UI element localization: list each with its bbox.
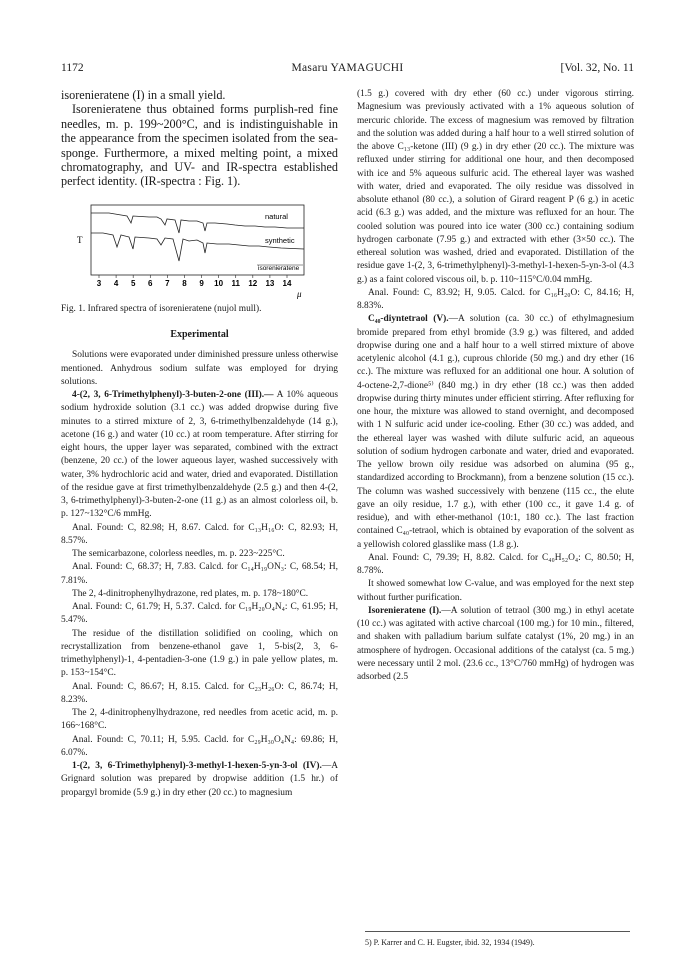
analysis-1: Anal. Found: C, 82.98; H, 8.67. Calcd. for C₁₃H₁₆O: C, 82.93; H, 8.57%. <box>61 522 338 546</box>
analysis-5: Anal. Found: C, 70.11; H, 5.95. Cacld. for C₂₉H₃₀O₄N₄: 69.86; H, 6.07%. <box>61 734 338 758</box>
experimental-heading: Experimental <box>170 329 229 341</box>
x-tick-label: 13 <box>265 278 275 288</box>
y-axis-label: T <box>77 234 83 245</box>
analysis-6: Anal. Found: C, 83.92; H, 9.05. Calcd. for C₁₆H₂₀O: C, 84.16; H, 8.83%. <box>357 287 634 311</box>
compound-iii-heading: 4-(2, 3, 6-Trimethylphenyl)-3-buten-2-one (III).— <box>72 390 274 401</box>
dnp-needles-text: The 2, 4-dinitrophenylhydrazone, red needles from acetic acid, m. p. 166~168°C. <box>61 708 338 732</box>
left-column <box>61 88 338 800</box>
compound-v-text: —A solution (ca. 30 cc.) of ethylmagnesium bromide prepared from ethyl bromide (3.9 g.) was filtered, and added dropwise during one and a half hour to a well stirred mixture of above acetylenic alcohol (4.1 g.), cuprous chloride (50 mg.) and dry ether (16 cc.). The mixture was refluxed for an additional one hour. A solution of 4-octene-2,7-dione⁵⁾ (840 mg.) in dry ether (18 cc.) was then added dropwise during thirty minutes under efficient stirring. After refluxing for one hour, the mixture was allowed to stand overnight, and decomposed with 1 N sulfuric acid under ice-cooling. Ether (30 cc.) was added, and the ethereal layer was washed with dilute sulfuric acid, an aqueous solution of sodium hydrogen carbonate and water, dried and evaporated. The yellow brown oily residue was adsorbed on alumina (95 g., standardized according to Brockmann), from a benzene solution (15 cc.). The column was washed successively with benzene (115 cc., the elute gave an oily residue, 1.7 g.), with ether (100 cc., it gave 1.4 g. of residue), and with ether-methanol (10:1, 180 cc.). The last fraction contained C₄₀-tetraol, which is obtained by evaporation of the solvent as a yellowish colored glasslike mass (1.8 g.). <box>357 314 634 550</box>
residue-text: The residue of the distillation solidified on cooling, which on recrystallization from benzene-ethanol gave 1, 5-bis(2, 3, 6-trimethylphenyl)-1, 4-pentadien-3-one (1.9 g.) in pale yellow plates, m. p. 153~154°C. <box>61 628 338 679</box>
isorenieratene-label: isorenieratene <box>258 264 300 272</box>
low-c-value-text: It showed somewhat low C-value, and was employed for the next step without further purification. <box>357 579 634 603</box>
ir-spectra-plot <box>69 199 314 299</box>
volume-info: [Vol. 32, No. 11 <box>560 62 634 74</box>
compound-i-heading: Isorenieratene (I). <box>368 605 442 616</box>
footnote: 5) P. Karrer and C. H. Eugster, ibid. 32, 1934 (1949). <box>365 931 630 947</box>
x-tick-label: 7 <box>165 278 170 288</box>
grignard-text: (1.5 g.) covered with dry ether (60 cc.) under vigorous stirring. Magnesium was previously activated with a 1% aqueous solution of mercuric chloride. The excess of magnesium was removed by filtration and the solution was added during a half hour to a well stirred solution of the above C₁₃-ketone (III) (9 g.) in dry ether (20 cc.). The mixture was refluxed under stirring for additional one hour, and then decomposed with ice and 5% aqueous sulfuric acid. The ethereal layer was washed with water, dried and evaporated. The oily residue was dissolved in absolute ethanol (80 cc.), a solution of Girard reagent P (6 g.) in acetic acid (6.3 g.) was added, and the mixture was refluxed for an hour. The cooled solution was poured into ice water (300 cc.) containing sodium hydrogen carbonate (7.95 g.) and extracted with ether (3×50 cc.). The ethereal solution was washed, dried and evaporated. Distillation of the residue gave 1-(2, 3, 6-trimethylphenyl)-3-methyl-1-hexen-5-yn-3-ol (4.3 g.) as a faint colored viscous oil, b. p. 110~115°C/0.04 mmHg. <box>357 89 634 285</box>
x-axis-ticks <box>97 275 292 288</box>
synthetic-label: synthetic <box>265 235 295 245</box>
x-tick-label: 10 <box>214 278 224 288</box>
compound-iii-text: A 10% aqueous sodium hydroxide solution (3.1 cc.) was added dropwise during five minutes to a stirred mixture of 2, 3, 6-trimethylbenzaldehyde (14 g.), acetone (16 g.) and water (10 cc.) at room temperature. After stirring for eight hours, the upper layer was separated, combined with the extract (benzene, 20 cc.) of the lower aqueous layer, washed successively with water, 3% hydrochloric acid and water, dried and evaporated. Distillation of the residue gave at first trimethylbenzaldehyde (2.5 g.) and then 4-(2, 3, 6-trimethylphenyl)-3-buten-2-one (11 g.) as an almost colorless oil, b. p. 127~132°C/6 mmHg. <box>61 390 338 520</box>
x-tick-label: 8 <box>182 278 187 288</box>
x-tick-label: 14 <box>282 278 292 288</box>
x-tick-label: 3 <box>96 278 102 288</box>
running-header <box>61 62 634 78</box>
dnp-plates-text: The 2, 4-dinitrophenylhydrazone, red plates, m. p. 178~180°C. <box>72 588 309 599</box>
figure-caption: Fig. 1. Infrared spectra of isorenieratene (nujol mull). <box>61 303 262 314</box>
paragraph-identity: Isorenieratene thus obtained forms purplish-red fine needles, m. p. 199~200°C, and is indistinguishable in the appearance from the specimen isolated from the sea-sponge. Furthermore, a mixed melting point, a mixed chromatography, and UV- and IR-spectra established perfect identity. (IR-spectra : Fig. 1). <box>61 102 338 189</box>
x-tick-label: 4 <box>113 278 119 288</box>
analysis-4: Anal. Found: C, 86.67; H, 8.15. Calcd. for C₂₃H₂₆O: C, 86.74; H, 8.23%. <box>61 681 338 705</box>
analysis-3: Anal. Found: C, 61.79; H, 5.37. Calcd. for C₁₉H₂₀O₄N₄: C, 61.95; H, 5.47%. <box>61 602 338 626</box>
compound-v-heading: C₄₀-diyntetraol (V). <box>368 314 449 325</box>
compound-i-text: —A solution of tetraol (300 mg.) in ethyl acetate (10 cc.) was agitated with active charcoal (100 mg.) for 10 min., filtered, and shaken with palladium barium sulfate catalyst (1%, 20 mg.) in an atmosphere of hydrogen. Occasional additions of the catalyst (ca. 5 mg.) were necessary until 2 mol. (23.6 cc., 13°C/760 mmHg) of hydrogen was adsorbed (2.5 <box>357 605 635 682</box>
paragraph-general: Solutions were evaporated under diminished pressure unless otherwise mentioned. Anhydrous sodium sulfate was employed for drying solutions. <box>61 350 338 387</box>
analysis-2: Anal. Found: C, 68.37; H, 7.83. Calcd. for C₁₄H₁₉ON₃: C, 68.54; H, 7.81%. <box>61 562 338 586</box>
page-number: 1172 <box>61 62 84 74</box>
x-tick-label: 6 <box>148 278 153 288</box>
intro-line: isorenieratene (I) in a small yield. <box>61 88 226 102</box>
right-column <box>357 88 634 684</box>
compound-iv-heading: 1-(2, 3, 6-Trimethylphenyl)-3-methyl-1-hexen-5-yn-3-ol (IV). <box>72 761 322 772</box>
ir-spectra-figure <box>69 199 314 299</box>
analysis-7: Anal. Found: C, 79.39; H, 8.82. Calcd. for C₄₀H₅₂O₄: C, 80.50; H, 8.78%. <box>357 552 634 576</box>
semicarbazone-text: The semicarbazone, colorless needles, m. p. 223~225°C. <box>72 549 285 560</box>
x-tick-label: 12 <box>248 278 258 288</box>
x-tick-label: 5 <box>130 278 136 288</box>
x-tick-label: 9 <box>199 278 204 288</box>
x-axis-unit: μ <box>297 288 302 299</box>
natural-label: natural <box>265 211 288 221</box>
x-tick-label: 11 <box>231 278 240 288</box>
running-author: Masaru YAMAGUCHI <box>291 62 404 74</box>
compound-iv-text: —A Grignard solution was prepared by dropwise addition (1.5 hr.) of propargyl bromide (5.9 g.) in dry ether (20 cc.) to magnesium <box>61 761 338 798</box>
